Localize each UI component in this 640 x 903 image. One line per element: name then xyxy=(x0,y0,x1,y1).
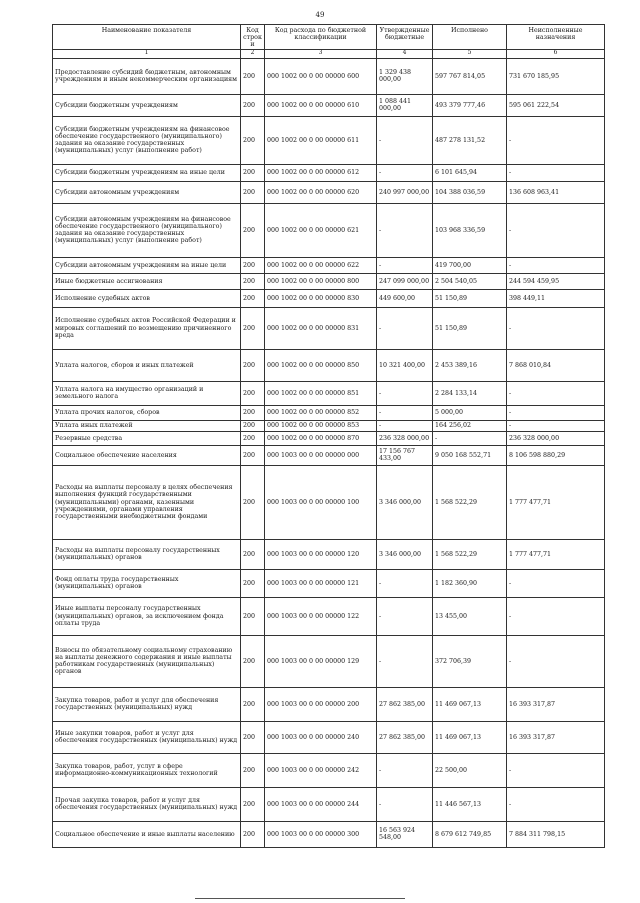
row-name: Исполнение судебных актов Российской Федерации и мировых соглашений по возмещению причиненного вреда xyxy=(53,307,241,349)
row-classification-code: 000 1003 00 0 00 00000 240 xyxy=(265,721,377,753)
table-row xyxy=(53,635,605,687)
table-row xyxy=(53,445,605,465)
row-executed: 597 767 814,05 xyxy=(433,58,507,94)
row-approved: - xyxy=(377,257,433,273)
row-executed: 6 101 645,94 xyxy=(433,164,507,181)
row-unexecuted: - xyxy=(507,381,605,405)
table-row xyxy=(53,164,605,181)
row-unexecuted: 595 061 222,54 xyxy=(507,94,605,116)
row-unexecuted: - xyxy=(507,203,605,257)
row-name: Субсидии автономным учреждениям на иные цели xyxy=(53,257,241,273)
row-unexecuted: - xyxy=(507,307,605,349)
table-row xyxy=(53,569,605,597)
row-executed: 487 278 131,52 xyxy=(433,116,507,164)
row-name: Уплата налога на имущество организаций и земельного налога xyxy=(53,381,241,405)
row-name: Уплата прочих налогов, сборов xyxy=(53,405,241,420)
row-executed: 419 700,00 xyxy=(433,257,507,273)
row-unexecuted: - xyxy=(507,164,605,181)
row-classification-code: 000 1003 00 0 00 00000 122 xyxy=(265,597,377,635)
row-unexecuted: 7 884 311 798,15 xyxy=(507,821,605,847)
row-approved: - xyxy=(377,597,433,635)
row-approved: 236 328 000,00 xyxy=(377,431,433,445)
row-unexecuted: - xyxy=(507,597,605,635)
row-classification-code: 000 1003 00 0 00 00000 129 xyxy=(265,635,377,687)
row-approved: 247 099 000,00 xyxy=(377,273,433,289)
row-executed: 11 469 067,13 xyxy=(433,721,507,753)
row-classification-code: 000 1002 00 0 00 00000 800 xyxy=(265,273,377,289)
row-approved: - xyxy=(377,753,433,787)
table-row xyxy=(53,753,605,787)
row-classification-code: 000 1003 00 0 00 00000 242 xyxy=(265,753,377,787)
footer-divider xyxy=(195,898,405,899)
row-line-code: 200 xyxy=(241,289,265,307)
table-row xyxy=(53,289,605,307)
row-executed: 372 706,39 xyxy=(433,635,507,687)
row-unexecuted: - xyxy=(507,116,605,164)
row-name: Социальное обеспечение и иные выплаты населению xyxy=(53,821,241,847)
table-row xyxy=(53,687,605,721)
row-executed: 51 150,89 xyxy=(433,307,507,349)
row-approved: - xyxy=(377,420,433,431)
table-row xyxy=(53,721,605,753)
row-line-code: 200 xyxy=(241,569,265,597)
row-classification-code: 000 1003 00 0 00 00000 121 xyxy=(265,569,377,597)
row-executed: 8 679 612 749,85 xyxy=(433,821,507,847)
row-executed: 9 050 168 552,71 xyxy=(433,445,507,465)
row-line-code: 200 xyxy=(241,203,265,257)
row-classification-code: 000 1002 00 0 00 00000 610 xyxy=(265,94,377,116)
table-row xyxy=(53,431,605,445)
table-row xyxy=(53,787,605,821)
row-approved: 1 329 438 000,00 xyxy=(377,58,433,94)
row-executed: 2 284 133,14 xyxy=(433,381,507,405)
row-line-code: 200 xyxy=(241,445,265,465)
row-name: Фонд оплаты труда государственных (муниципальных) органов xyxy=(53,569,241,597)
row-line-code: 200 xyxy=(241,539,265,569)
row-line-code: 200 xyxy=(241,257,265,273)
row-line-code: 200 xyxy=(241,787,265,821)
row-name: Субсидии автономным учреждениям на финансовое обеспечение государственного (муниципального) задания на оказание государственных (муниципальных) услуг (выполнение работ) xyxy=(53,203,241,257)
table-row xyxy=(53,597,605,635)
row-line-code: 200 xyxy=(241,181,265,203)
row-approved: - xyxy=(377,307,433,349)
row-unexecuted: 731 670 185,95 xyxy=(507,58,605,94)
row-unexecuted: 8 106 598 880,29 xyxy=(507,445,605,465)
row-classification-code: 000 1002 00 0 00 00000 831 xyxy=(265,307,377,349)
row-executed: - xyxy=(433,431,507,445)
column-number: 4 xyxy=(377,49,433,58)
row-approved: 3 346 000,00 xyxy=(377,539,433,569)
table-row xyxy=(53,181,605,203)
row-approved: - xyxy=(377,116,433,164)
row-classification-code: 000 1002 00 0 00 00000 600 xyxy=(265,58,377,94)
row-line-code: 200 xyxy=(241,465,265,539)
row-name: Расходы на выплаты персоналу государственных (муниципальных) органов xyxy=(53,539,241,569)
row-name: Субсидии бюджетным учреждениям на финансовое обеспечение государственного (муниципального) задания на оказание государственных (муниципальных) услуг (выполнение работ) xyxy=(53,116,241,164)
row-line-code: 200 xyxy=(241,687,265,721)
row-approved: 27 862 385,00 xyxy=(377,687,433,721)
row-executed: 5 000,00 xyxy=(433,405,507,420)
row-name: Субсидии бюджетным учреждениям на иные цели xyxy=(53,164,241,181)
row-unexecuted: - xyxy=(507,569,605,597)
row-executed: 104 388 036,59 xyxy=(433,181,507,203)
row-executed: 1 182 360,90 xyxy=(433,569,507,597)
row-unexecuted: 1 777 477,71 xyxy=(507,539,605,569)
row-unexecuted: 244 594 459,95 xyxy=(507,273,605,289)
table-body xyxy=(53,58,605,847)
row-unexecuted: - xyxy=(507,635,605,687)
row-classification-code: 000 1002 00 0 00 00000 851 xyxy=(265,381,377,405)
row-approved: 10 321 400,00 xyxy=(377,349,433,381)
row-name: Резервные средства xyxy=(53,431,241,445)
row-approved: 240 997 000,00 xyxy=(377,181,433,203)
row-name: Иные закупки товаров, работ и услуг для обеспечения государственных (муниципальных) нужд xyxy=(53,721,241,753)
row-unexecuted: 16 393 317,87 xyxy=(507,721,605,753)
row-unexecuted: 16 393 317,87 xyxy=(507,687,605,721)
header-classification-code: Код расхода по бюджетной классификации xyxy=(265,25,377,50)
row-line-code: 200 xyxy=(241,94,265,116)
table-row xyxy=(53,349,605,381)
row-classification-code: 000 1002 00 0 00 00000 612 xyxy=(265,164,377,181)
row-classification-code: 000 1002 00 0 00 00000 853 xyxy=(265,420,377,431)
row-approved: 17 156 767 433,00 xyxy=(377,445,433,465)
row-name: Уплата налогов, сборов и иных платежей xyxy=(53,349,241,381)
row-executed: 22 500,00 xyxy=(433,753,507,787)
row-classification-code: 000 1003 00 0 00 00000 300 xyxy=(265,821,377,847)
row-line-code: 200 xyxy=(241,431,265,445)
row-executed: 2 504 540,05 xyxy=(433,273,507,289)
header-unexecuted: Неисполненные назначения xyxy=(507,25,605,50)
column-number: 6 xyxy=(507,49,605,58)
row-classification-code: 000 1003 00 0 00 00000 000 xyxy=(265,445,377,465)
row-approved: 3 346 000,00 xyxy=(377,465,433,539)
table-row xyxy=(53,821,605,847)
row-name: Взносы по обязательному социальному страхованию на выплаты денежного содержания и иные выплаты работникам государственных (муниципальных) органов xyxy=(53,635,241,687)
table-row xyxy=(53,203,605,257)
row-line-code: 200 xyxy=(241,821,265,847)
table-row xyxy=(53,273,605,289)
row-unexecuted: 136 608 963,41 xyxy=(507,181,605,203)
row-unexecuted: - xyxy=(507,753,605,787)
row-classification-code: 000 1002 00 0 00 00000 830 xyxy=(265,289,377,307)
table-row xyxy=(53,381,605,405)
row-executed: 1 568 522,29 xyxy=(433,539,507,569)
row-line-code: 200 xyxy=(241,116,265,164)
row-classification-code: 000 1003 00 0 00 00000 120 xyxy=(265,539,377,569)
row-line-code: 200 xyxy=(241,597,265,635)
row-approved: - xyxy=(377,569,433,597)
header-row xyxy=(53,25,605,50)
table-row xyxy=(53,58,605,94)
row-name: Иные выплаты персоналу государственных (муниципальных) органов, за исключением фонда оплаты труда xyxy=(53,597,241,635)
row-approved: - xyxy=(377,164,433,181)
column-number: 1 xyxy=(53,49,241,58)
row-approved: 16 563 924 548,00 xyxy=(377,821,433,847)
row-line-code: 200 xyxy=(241,381,265,405)
row-unexecuted: 398 449,11 xyxy=(507,289,605,307)
row-line-code: 200 xyxy=(241,405,265,420)
row-name: Предоставление субсидий бюджетным, автономным учреждениям и иным некоммерческим организациям xyxy=(53,58,241,94)
row-line-code: 200 xyxy=(241,635,265,687)
table-row xyxy=(53,257,605,273)
page-number: 49 xyxy=(315,11,325,19)
row-approved: - xyxy=(377,787,433,821)
row-name: Исполнение судебных актов xyxy=(53,289,241,307)
header-name: Наименование показателя xyxy=(53,25,241,50)
row-name: Расходы на выплаты персоналу в целях обеспечения выполнения функций государственными (муниципальными) органами, казенными учреждениями, органами управления государственными внебюджетными фондами xyxy=(53,465,241,539)
row-classification-code: 000 1002 00 0 00 00000 621 xyxy=(265,203,377,257)
row-unexecuted: 236 328 000,00 xyxy=(507,431,605,445)
column-number: 3 xyxy=(265,49,377,58)
row-classification-code: 000 1002 00 0 00 00000 620 xyxy=(265,181,377,203)
row-name: Субсидии бюджетным учреждениям xyxy=(53,94,241,116)
row-name: Социальное обеспечение населения xyxy=(53,445,241,465)
row-approved: - xyxy=(377,635,433,687)
row-unexecuted: 7 868 010,84 xyxy=(507,349,605,381)
row-classification-code: 000 1002 00 0 00 00000 611 xyxy=(265,116,377,164)
row-line-code: 200 xyxy=(241,58,265,94)
row-name: Субсидии автономным учреждениям xyxy=(53,181,241,203)
row-approved: - xyxy=(377,405,433,420)
row-executed: 13 455,00 xyxy=(433,597,507,635)
row-approved: 27 862 385,00 xyxy=(377,721,433,753)
row-line-code: 200 xyxy=(241,273,265,289)
row-name: Прочая закупка товаров, работ и услуг для обеспечения государственных (муниципальных) нужд xyxy=(53,787,241,821)
row-unexecuted: 1 777 477,71 xyxy=(507,465,605,539)
row-name: Иные бюджетные ассигнования xyxy=(53,273,241,289)
row-executed: 11 446 567,13 xyxy=(433,787,507,821)
row-classification-code: 000 1002 00 0 00 00000 622 xyxy=(265,257,377,273)
row-executed: 2 453 389,16 xyxy=(433,349,507,381)
row-name: Уплата иных платежей xyxy=(53,420,241,431)
row-classification-code: 000 1002 00 0 00 00000 852 xyxy=(265,405,377,420)
budget-execution-table xyxy=(52,24,605,848)
row-unexecuted: - xyxy=(507,787,605,821)
header-executed: Исполнено xyxy=(433,25,507,50)
column-number: 2 xyxy=(241,49,265,58)
row-unexecuted: - xyxy=(507,420,605,431)
table-row xyxy=(53,307,605,349)
row-classification-code: 000 1003 00 0 00 00000 200 xyxy=(265,687,377,721)
row-line-code: 200 xyxy=(241,753,265,787)
row-line-code: 200 xyxy=(241,721,265,753)
column-numbers-row xyxy=(53,49,605,58)
row-approved: - xyxy=(377,203,433,257)
row-approved: 1 088 441 000,00 xyxy=(377,94,433,116)
row-classification-code: 000 1003 00 0 00 00000 100 xyxy=(265,465,377,539)
header-line-code: Код строки xyxy=(241,25,265,50)
row-line-code: 200 xyxy=(241,349,265,381)
row-approved: - xyxy=(377,381,433,405)
row-line-code: 200 xyxy=(241,164,265,181)
table-row xyxy=(53,420,605,431)
row-line-code: 200 xyxy=(241,420,265,431)
table-row xyxy=(53,405,605,420)
table-row xyxy=(53,465,605,539)
row-executed: 51 150,89 xyxy=(433,289,507,307)
column-number: 5 xyxy=(433,49,507,58)
row-classification-code: 000 1002 00 0 00 00000 850 xyxy=(265,349,377,381)
row-unexecuted: - xyxy=(507,405,605,420)
row-executed: 164 256,02 xyxy=(433,420,507,431)
row-approved: 449 600,00 xyxy=(377,289,433,307)
row-executed: 1 568 522,29 xyxy=(433,465,507,539)
row-classification-code: 000 1002 00 0 00 00000 870 xyxy=(265,431,377,445)
table-row xyxy=(53,94,605,116)
row-executed: 11 469 067,13 xyxy=(433,687,507,721)
header-approved: Утвержденные бюджетные xyxy=(377,25,433,50)
row-line-code: 200 xyxy=(241,307,265,349)
table-row xyxy=(53,539,605,569)
row-classification-code: 000 1003 00 0 00 00000 244 xyxy=(265,787,377,821)
row-executed: 493 379 777,46 xyxy=(433,94,507,116)
row-executed: 103 968 336,59 xyxy=(433,203,507,257)
row-unexecuted: - xyxy=(507,257,605,273)
table-row xyxy=(53,116,605,164)
row-name: Закупка товаров, работ и услуг для обеспечения государственных (муниципальных) нужд xyxy=(53,687,241,721)
row-name: Закупка товаров, работ, услуг в сфере информационно-коммуникационных технологий xyxy=(53,753,241,787)
